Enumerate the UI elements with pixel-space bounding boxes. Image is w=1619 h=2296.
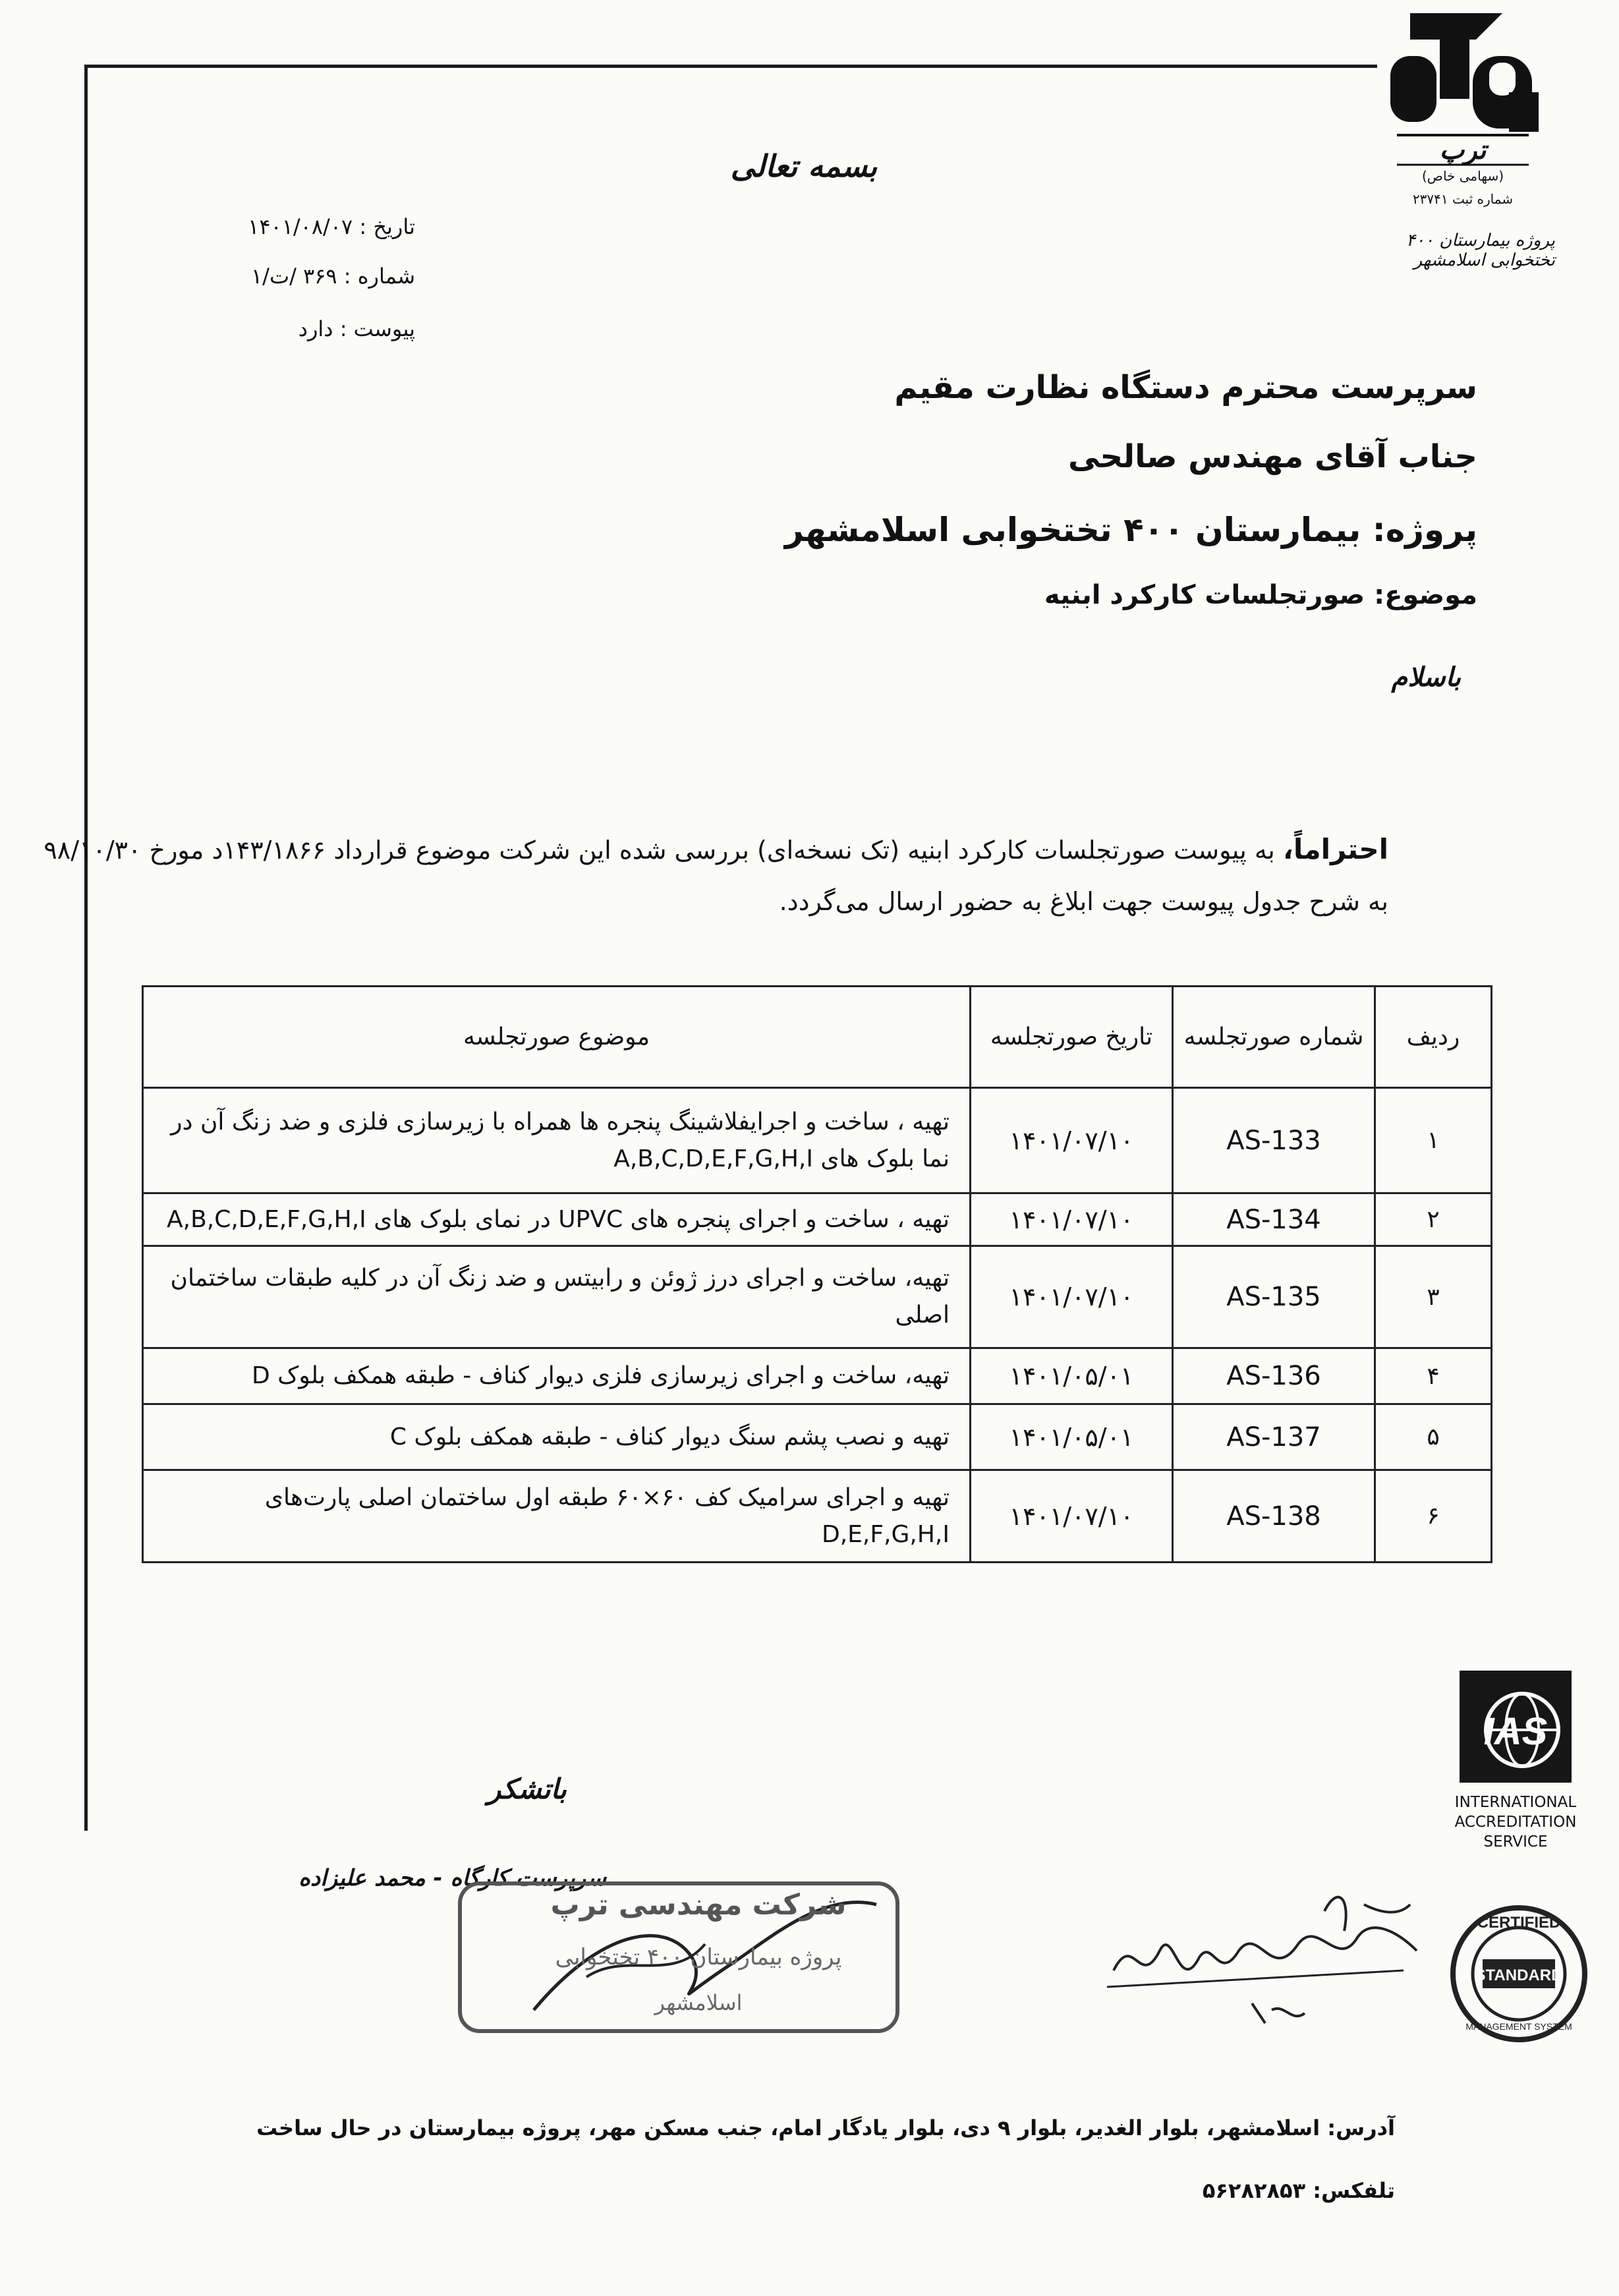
recipient-name: جناب آقای مهندس صالحی [1067,438,1477,475]
cell-number: AS-135 [1173,1246,1375,1348]
body-lead: احتراماً، [1282,833,1388,865]
recipient-title: سرپرست محترم دستگاه نظارت مقیم [894,369,1477,406]
subject-line: موضوع: صورتجلسات کارکرد ابنیه [1044,580,1477,610]
frame-top-line [86,65,1377,68]
header-minutes-number: شماره صورتجلسه [1173,987,1375,1088]
cell-subject: تهیه ، ساخت و اجرای پنجره های UPVC در نمای بلوک های A,B,C,D,E,F,G,H,I [143,1193,971,1246]
ias-line-3: SERVICE [1483,1833,1548,1851]
svg-text:CERTIFIED: CERTIFIED [1477,1914,1561,1932]
stamp-company: شرکت مهندسی ترپ [550,1888,847,1922]
ias-logo-icon [1460,1671,1572,1783]
signer-name: سرپرست کارگاه - محمد علیزاده [298,1865,606,1891]
greeting: باسلام [1391,662,1461,693]
company-name: ترپ [1439,135,1487,165]
cell-number: AS-138 [1173,1470,1375,1563]
cell-subject: تهیه ، ساخت و اجرایفلاشینگ پنجره ها همراه با زیرسازی فلزی و ضد زنگ آن در نما بلوک های A,B,C,D,E,F,G,H,I [143,1088,971,1193]
cell-number: AS-137 [1173,1404,1375,1470]
cell-subject: تهیه، ساخت و اجرای زیرسازی فلزی دیوار کناف - طبقه همکف بلوک D [143,1348,971,1404]
cell-row: ۵ [1375,1404,1492,1470]
body-paragraph [18,824,1388,927]
table-row [143,1404,1492,1470]
letter-date: تاریخ : ۱۴۰۱/۰۸/۰۷ [248,214,415,239]
table-row [143,1088,1492,1193]
svg-text:IAS: IAS [1483,1710,1548,1753]
letter-heading: بسمه تعالی [730,148,878,184]
cell-date: ۱۴۰۱/۰۷/۱۰ [971,1088,1173,1193]
header-minutes-subject: موضوع صورتجلسه [143,987,971,1088]
project-tag: پروژه بیمارستان ۴۰۰ تختخوابی اسلامشهر [1406,231,1555,270]
cell-date: ۱۴۰۱/۰۷/۱۰ [971,1470,1173,1563]
cell-date: ۱۴۰۱/۰۷/۱۰ [971,1193,1173,1246]
table-row [143,1246,1492,1348]
cell-date: ۱۴۰۱/۰۷/۱۰ [971,1246,1173,1348]
ias-line-1: INTERNATIONAL [1454,1794,1577,1811]
letter-attachment: پیوست : دارد [298,316,415,341]
cell-date: ۱۴۰۱/۰۵/۰۱ [971,1348,1173,1404]
svg-text:MANAGEMENT SYSTEM: MANAGEMENT SYSTEM [1465,2021,1572,2032]
closing-thanks: باتشکر [487,1773,567,1805]
ias-line-2: ACCREDITATION [1454,1814,1577,1831]
cell-row: ۱ [1375,1088,1492,1193]
stamp-city: اسلامشهر [654,1990,743,2015]
ias-label [1433,1793,1598,1852]
cell-number: AS-133 [1173,1088,1375,1193]
cell-row: ۶ [1375,1470,1492,1563]
footer-address: آدرس: اسلامشهر، بلوار الغدیر، بلوار ۹ دی، بلوار یادگار امام، جنب مسکن مهر، پروژه بیمارستان در حال ساخت [256,2115,1395,2140]
project-line: پروژه: بیمارستان ۴۰۰ تختخوابی اسلامشهر [784,511,1477,549]
header-minutes-date: تاریخ صورتجلسه [971,987,1173,1088]
body-text: به پیوست صورتجلسات کارکرد ابنیه (تک نسخه‌ای) بررسی شده این شرکت موضوع قرارداد ۱۴۳/۱۸۶۶د مورخ ۹۸/۱۰/۳۰ به شرح جدول پیوست جهت ابلاغ به حضور ارسال می‌گردد. [43,836,1388,916]
table-row [143,1193,1492,1246]
certified-seal-icon [1446,1901,1591,2046]
svg-text:STANDARD: STANDARD [1475,1966,1563,1984]
header-row-number: ردیف [1375,987,1492,1088]
cell-number: AS-136 [1173,1348,1375,1404]
cell-subject: تهیه و نصب پشم سنگ دیوار کناف - طبقه همکف بلوک C [143,1404,971,1470]
footer-phone: تلفکس: ۵۶۲۸۲۸۵۳ [1202,2178,1395,2203]
stamp-project: پروژه بیمارستان ۴۰۰ تختخوابی [555,1944,842,1970]
cell-row: ۳ [1375,1246,1492,1348]
cell-row: ۴ [1375,1348,1492,1404]
frame-left-line [84,65,88,1831]
cell-date: ۱۴۰۱/۰۵/۰۱ [971,1404,1173,1470]
cell-subject: تهیه، ساخت و اجرای درز ژوئن و رابیتس و ضد زنگ آن در کلیه طبقات ساختمان اصلی [143,1246,971,1348]
cell-subject: تهیه و اجرای سرامیک کف ۶۰×۶۰ طبقه اول ساختمان اصلی پارت‌های D,E,F,G,H,I [143,1470,971,1563]
handwritten-signature-icon [1087,1872,1430,2043]
table-row [143,1348,1492,1404]
cell-number: AS-134 [1173,1193,1375,1246]
minutes-table [142,985,1492,1563]
company-registration: شماره ثبت ۲۳۷۴۱ [1412,191,1514,207]
cell-row: ۲ [1375,1193,1492,1246]
letter-number: شماره : ۳۶۹ /ت/۱ [250,264,415,289]
table-header-row [143,987,1492,1088]
table-row [143,1470,1492,1563]
company-type: (سهامی خاص) [1421,168,1504,184]
